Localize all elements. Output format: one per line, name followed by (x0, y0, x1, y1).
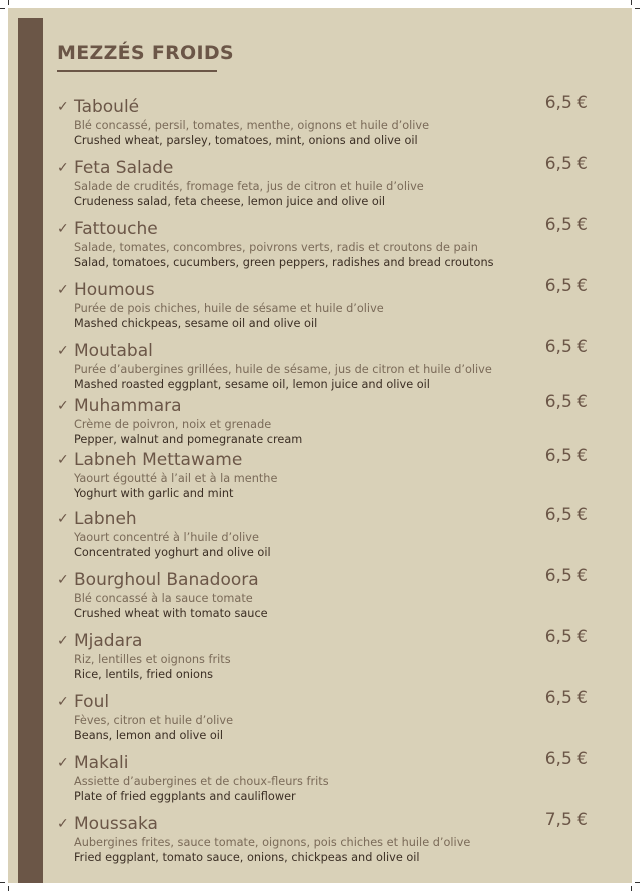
item-description-en: Mashed chickpeas, sesame oil and olive oil (74, 317, 318, 330)
item-name: Taboulé (74, 97, 140, 117)
item-name: Moussaka (74, 814, 158, 834)
item-price: 6,5 € (544, 446, 588, 466)
crop-mark (631, 0, 632, 5)
item-price: 6,5 € (544, 276, 588, 296)
item-description-fr: Crème de poivron, noix et grenade (74, 418, 272, 431)
item-name: Foul (74, 692, 110, 712)
item-price: 6,5 € (544, 215, 588, 235)
item-description-fr: Yaourt concentré à l’huile d’olive (74, 531, 259, 544)
crop-mark (8, 886, 9, 891)
item-description-en: Pepper, walnut and pomegranate cream (74, 433, 303, 446)
item-description-en: Plate of fried eggplants and cauliflower (74, 790, 296, 803)
item-name: Muhammara (74, 396, 182, 416)
item-price: 6,5 € (544, 392, 588, 412)
item-description-en: Rice, lentils, fried onions (74, 668, 213, 681)
item-name: Labneh (74, 509, 137, 529)
item-description-fr: Salade de crudités, fromage feta, jus de citron et huile d’olive (74, 180, 424, 193)
check-icon: ✓ (57, 160, 69, 176)
check-icon: ✓ (57, 452, 69, 468)
item-description-en: Crushed wheat, parsley, tomatoes, mint, onions and olive oil (74, 134, 418, 147)
check-icon: ✓ (57, 572, 69, 588)
item-description-fr: Purée de pois chiches, huile de sésame et huile d’olive (74, 302, 384, 315)
crop-mark (8, 0, 9, 5)
item-price: 6,5 € (544, 93, 588, 113)
item-description-en: Yoghurt with garlic and mint (74, 487, 234, 500)
item-description-en: Fried eggplant, tomato sauce, onions, chickpeas and olive oil (74, 851, 420, 864)
item-description-fr: Riz, lentilles et oignons frits (74, 653, 231, 666)
crop-mark (0, 8, 5, 9)
item-name: Fattouche (74, 219, 158, 239)
check-icon: ✓ (57, 694, 69, 710)
item-description-fr: Salade, tomates, concombres, poivrons verts, radis et croutons de pain (74, 241, 478, 254)
item-price: 6,5 € (544, 627, 588, 647)
item-price: 6,5 € (544, 505, 588, 525)
item-name: Feta Salade (74, 158, 174, 178)
item-price: 6,5 € (544, 337, 588, 357)
item-price: 6,5 € (544, 688, 588, 708)
crop-mark (631, 886, 632, 891)
item-name: Houmous (74, 280, 155, 300)
check-icon: ✓ (57, 511, 69, 527)
item-name: Moutabal (74, 341, 153, 361)
item-price: 6,5 € (544, 749, 588, 769)
item-description-en: Concentrated yoghurt and olive oil (74, 546, 271, 559)
crop-mark (0, 882, 5, 883)
item-price: 6,5 € (544, 154, 588, 174)
item-description-fr: Yaourt égoutté à l’ail et à la menthe (74, 472, 278, 485)
check-icon: ✓ (57, 398, 69, 414)
item-description-fr: Aubergines frites, sauce tomate, oignons, pois chiches et huile d’olive (74, 836, 471, 849)
item-description-fr: Blé concassé à la sauce tomate (74, 592, 253, 605)
item-description-en: Crushed wheat with tomato sauce (74, 607, 268, 620)
check-icon: ✓ (57, 816, 69, 832)
check-icon: ✓ (57, 221, 69, 237)
crop-mark (635, 8, 640, 9)
check-icon: ✓ (57, 633, 69, 649)
title-underline (57, 70, 217, 72)
section-title: MEZZÉS FROIDS (57, 42, 234, 64)
check-icon: ✓ (57, 282, 69, 298)
item-name: Mjadara (74, 631, 143, 651)
crop-mark (635, 882, 640, 883)
item-name: Makali (74, 753, 129, 773)
check-icon: ✓ (57, 99, 69, 115)
item-description-fr: Blé concassé, persil, tomates, menthe, oignons et huile d’olive (74, 119, 430, 132)
item-description-fr: Purée d’aubergines grillées, huile de sésame, jus de citron et huile d’olive (74, 363, 492, 376)
check-icon: ✓ (57, 343, 69, 359)
item-description-en: Salad, tomatoes, cucumbers, green peppers, radishes and bread croutons (74, 256, 494, 269)
item-description-en: Crudeness salad, feta cheese, lemon juice and olive oil (74, 195, 386, 208)
item-description-fr: Assiette d’aubergines et de choux-fleurs frits (74, 775, 329, 788)
item-price: 7,5 € (544, 810, 588, 830)
item-description-en: Beans, lemon and olive oil (74, 729, 224, 742)
item-name: Labneh Mettawame (74, 450, 243, 470)
item-description-en: Mashed roasted eggplant, sesame oil, lemon juice and olive oil (74, 378, 430, 391)
item-price: 6,5 € (544, 566, 588, 586)
check-icon: ✓ (57, 755, 69, 771)
menu-spine-bar (18, 18, 43, 883)
item-description-fr: Fèves, citron et huile d’olive (74, 714, 234, 727)
item-name: Bourghoul Banadoora (74, 570, 259, 590)
